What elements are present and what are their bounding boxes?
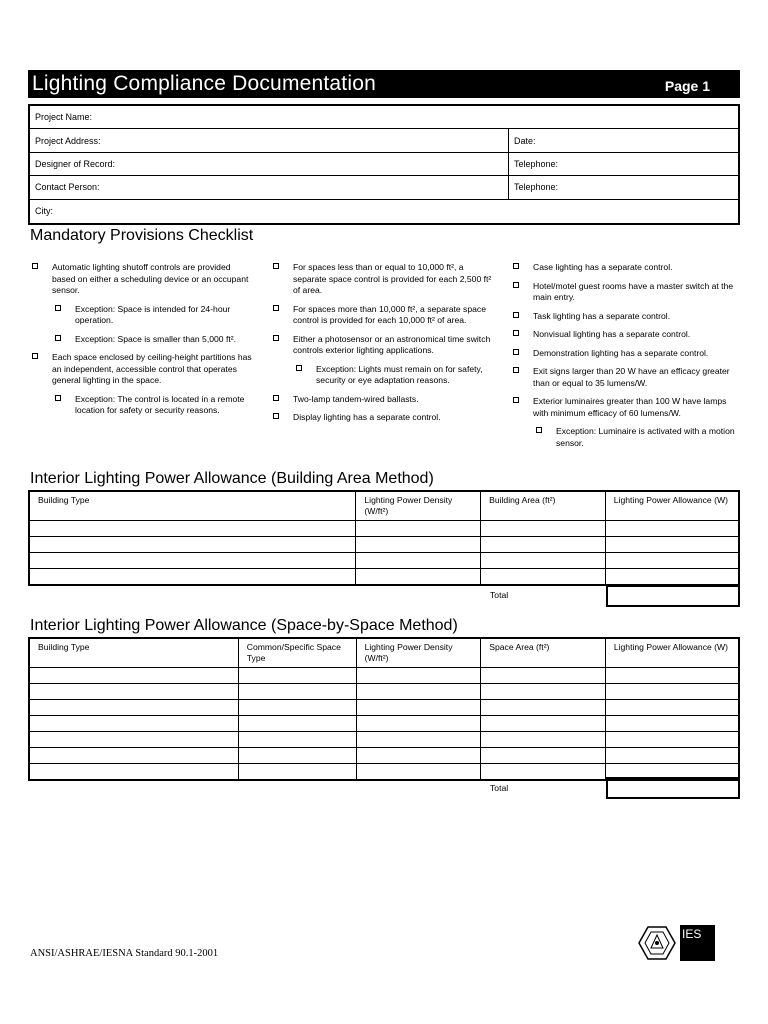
table-cell[interactable]: [481, 700, 606, 716]
checklist-item: Exterior luminaires greater than 100 W have lamps with minimum efficacy of 60 lumens/W.: [511, 396, 739, 419]
checklist-item: Two-lamp tandem-wired ballasts.: [271, 394, 497, 406]
table-cell[interactable]: [481, 732, 606, 748]
form-row: [30, 200, 738, 223]
project-info-form: [28, 104, 740, 225]
telephone-field[interactable]: Telephone:: [508, 176, 738, 198]
table-cell[interactable]: [481, 668, 606, 684]
date-field[interactable]: Date:: [508, 129, 738, 151]
table-header-row: [29, 491, 739, 521]
table-cell[interactable]: [238, 732, 356, 748]
checklist-title: Mandatory Provisions Checklist: [30, 227, 254, 244]
space-by-space-title: Interior Lighting Power Allowance (Space-by-Space Method): [30, 617, 458, 634]
table-cell[interactable]: [238, 668, 356, 684]
table-row: [29, 521, 739, 537]
column-header: Building Type: [29, 491, 356, 521]
checkbox-icon[interactable]: [513, 282, 519, 288]
table-row: [29, 684, 739, 700]
column-header: Lighting Power Density (W/ft²): [356, 491, 481, 521]
table-cell[interactable]: [29, 668, 238, 684]
checkbox-icon[interactable]: [55, 305, 61, 311]
table-cell[interactable]: [481, 684, 606, 700]
checkbox-icon[interactable]: [296, 365, 302, 371]
checklist-subitem: Exception: Space is intended for 24-hour operation.: [30, 304, 256, 327]
designer-field[interactable]: Designer of Record:: [35, 158, 116, 169]
table-cell[interactable]: [29, 537, 356, 553]
project-name-field[interactable]: Project Name:: [35, 112, 93, 123]
checklist-item: Nonvisual lighting has a separate control.: [511, 329, 739, 341]
table-cell[interactable]: [605, 569, 739, 586]
form-row: [30, 153, 738, 176]
checklist-item: Task lighting has a separate control.: [511, 311, 739, 323]
table-row: [29, 732, 739, 748]
column-header: Lighting Power Density (W/ft²): [356, 638, 481, 668]
checklist-item: Demonstration lighting has a separate control.: [511, 348, 739, 360]
table-cell[interactable]: [481, 569, 606, 586]
checklist-column-3: [511, 262, 739, 456]
checklist-subitem: Exception: Space is smaller than 5,000 ft².: [30, 334, 256, 346]
checklist-item: Exit signs larger than 20 W have an efficacy greater than or equal to 35 lumens/W.: [511, 366, 739, 389]
checkbox-icon[interactable]: [273, 305, 279, 311]
checklist-item: Case lighting has a separate control.: [511, 262, 739, 274]
form-row: [30, 106, 738, 129]
form-row: [30, 129, 738, 152]
total-label: Total: [490, 783, 509, 793]
project-address-field[interactable]: Project Address:: [35, 135, 101, 146]
checkbox-icon[interactable]: [273, 395, 279, 401]
city-field[interactable]: City:: [35, 206, 53, 217]
table-cell[interactable]: [29, 684, 238, 700]
table-cell[interactable]: [356, 732, 481, 748]
table-cell[interactable]: [238, 748, 356, 764]
table-cell[interactable]: [605, 732, 739, 748]
iesna-logo-icon: [636, 924, 716, 962]
table-row: [29, 569, 739, 586]
table-cell[interactable]: [29, 569, 356, 586]
checklist-item: Display lighting has a separate control.: [271, 412, 497, 424]
table-row: [29, 700, 739, 716]
table-cell[interactable]: [29, 521, 356, 537]
checklist-item: Either a photosensor or an astronomical time switch controls exterior lighting applications.: [271, 334, 497, 357]
checklist-subitem: Exception: Luminaire is activated with a motion sensor.: [511, 426, 739, 449]
table-cell[interactable]: [356, 764, 481, 781]
page-number: Page 1: [664, 78, 710, 94]
page-title: Lighting Compliance Documentation: [32, 72, 376, 95]
table-cell[interactable]: [356, 700, 481, 716]
table-row: [29, 748, 739, 764]
table-cell[interactable]: [238, 684, 356, 700]
table-cell[interactable]: [481, 748, 606, 764]
table-cell[interactable]: [481, 521, 606, 537]
table-cell[interactable]: [356, 716, 481, 732]
checkbox-icon[interactable]: [536, 427, 542, 433]
column-header: Building Area (ft²): [481, 491, 606, 521]
checklist-item: For spaces less than or equal to 10,000 ft², a separate space control is provided for each 2,500 ft² of area.: [271, 262, 497, 297]
telephone-field[interactable]: Telephone:: [508, 153, 738, 175]
total-field[interactable]: [606, 777, 740, 799]
column-header: Common/Specific Space Type: [238, 638, 356, 668]
table-row: [29, 668, 739, 684]
total-field[interactable]: [606, 585, 740, 607]
building-area-title: Interior Lighting Power Allowance (Building Area Method): [30, 470, 434, 487]
table-cell[interactable]: [29, 764, 238, 781]
table-cell[interactable]: [29, 732, 238, 748]
title-bar: [28, 70, 740, 98]
table-cell[interactable]: [29, 748, 238, 764]
table-cell[interactable]: [605, 716, 739, 732]
checkbox-icon[interactable]: [513, 397, 519, 403]
table-cell[interactable]: [605, 521, 739, 537]
table-cell[interactable]: [356, 553, 481, 569]
table-cell[interactable]: [481, 716, 606, 732]
checklist-item: Each space enclosed by ceiling-height partitions has an independent, accessible control that operates general lighting in the space.: [30, 352, 256, 387]
table-cell[interactable]: [481, 764, 606, 781]
checkbox-icon[interactable]: [273, 335, 279, 341]
table-cell[interactable]: [29, 553, 356, 569]
table-cell[interactable]: [356, 684, 481, 700]
table-row: [29, 716, 739, 732]
space-by-space-table: [28, 637, 740, 781]
checkbox-icon[interactable]: [273, 263, 279, 269]
table-cell[interactable]: [356, 537, 481, 553]
checkbox-icon[interactable]: [513, 349, 519, 355]
table-cell[interactable]: [29, 716, 238, 732]
checkbox-icon[interactable]: [273, 413, 279, 419]
building-area-table: [28, 490, 740, 586]
table-cell[interactable]: [605, 537, 739, 553]
checkbox-icon[interactable]: [32, 353, 38, 359]
table-cell[interactable]: [605, 748, 739, 764]
form-row: [30, 176, 738, 199]
checklist-item: Hotel/motel guest rooms have a master switch at the main entry.: [511, 281, 739, 304]
table-cell[interactable]: [238, 700, 356, 716]
table-cell[interactable]: [605, 553, 739, 569]
table-cell[interactable]: [356, 668, 481, 684]
table-cell[interactable]: [356, 569, 481, 586]
checkbox-icon[interactable]: [513, 367, 519, 373]
table-row: [29, 537, 739, 553]
checklist-item: Automatic lighting shutoff controls are provided based on either a scheduling device or an occupant sensor.: [30, 262, 256, 297]
table-cell[interactable]: [238, 716, 356, 732]
checkbox-icon[interactable]: [32, 263, 38, 269]
table-cell[interactable]: [29, 700, 238, 716]
checkbox-icon[interactable]: [513, 312, 519, 318]
table-cell[interactable]: [481, 553, 606, 569]
total-label: Total: [490, 590, 509, 600]
checkbox-icon[interactable]: [55, 335, 61, 341]
checklist-subitem: Exception: The control is located in a remote location for safety or security reasons.: [30, 394, 256, 417]
checkbox-icon[interactable]: [513, 330, 519, 336]
checklist-subitem: Exception: Lights must remain on for safety, security or eye adaptation reasons.: [271, 364, 497, 387]
logo-text: IES: [682, 927, 702, 941]
table-cell[interactable]: [356, 748, 481, 764]
table-cell[interactable]: [605, 684, 739, 700]
checkbox-icon[interactable]: [513, 263, 519, 269]
table-row: [29, 553, 739, 569]
column-header: Space Area (ft²): [481, 638, 606, 668]
checklist-column-2: [271, 262, 497, 431]
table-cell[interactable]: [605, 700, 739, 716]
table-cell[interactable]: [356, 521, 481, 537]
table-cell[interactable]: [605, 668, 739, 684]
checkbox-icon[interactable]: [55, 395, 61, 401]
column-header: Lighting Power Allowance (W): [605, 491, 739, 521]
contact-person-field[interactable]: Contact Person:: [35, 182, 100, 193]
column-header: Lighting Power Allowance (W): [605, 638, 739, 668]
column-header: Building Type: [29, 638, 238, 668]
table-cell[interactable]: [481, 537, 606, 553]
checklist-column-1: [30, 262, 256, 424]
table-cell[interactable]: [238, 764, 356, 781]
table-header-row: [29, 638, 739, 668]
checklist-item: For spaces more than 10,000 ft², a separate space control is provided for each 10,000 ft² of area.: [271, 304, 497, 327]
standard-citation: ANSI/ASHRAE/IESNA Standard 90.1-2001: [30, 948, 219, 959]
